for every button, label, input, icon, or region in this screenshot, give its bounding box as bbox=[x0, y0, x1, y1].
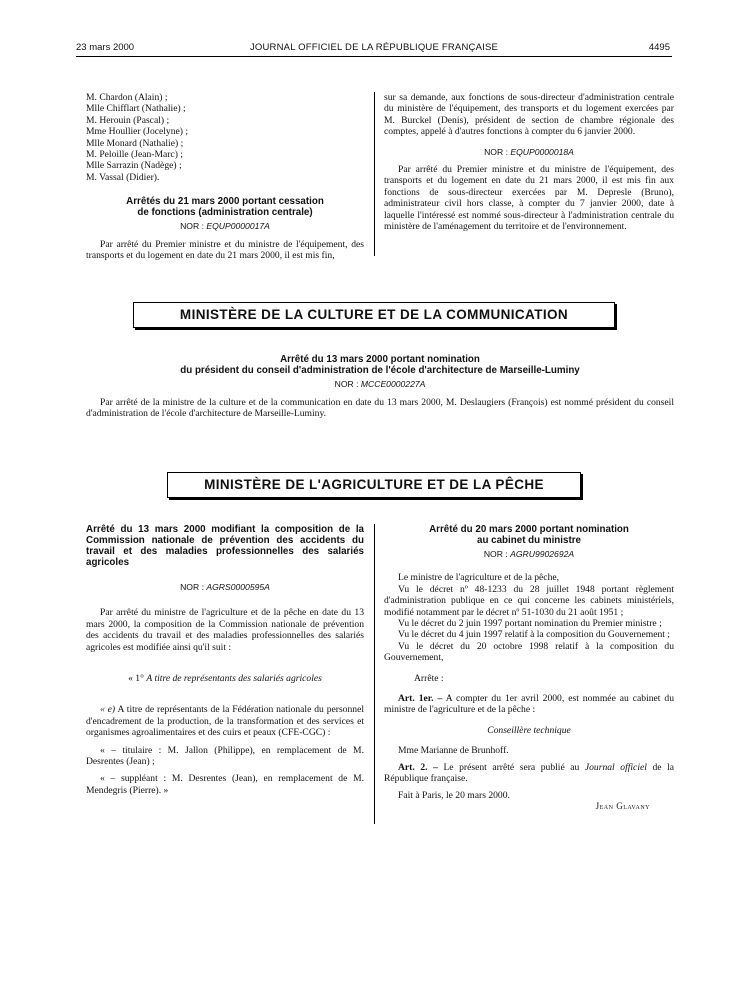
nor-code: EQUP0000018A bbox=[510, 146, 574, 157]
article-text: Le présent arrêté sera publié au bbox=[443, 761, 580, 773]
article-label: Art. 1er. – bbox=[398, 693, 443, 705]
decree-paragraph: Vu le décret du 4 juin 1997 relatif à la composition du Gouvernement ; bbox=[398, 629, 670, 641]
subheading-prefix: « 1° bbox=[128, 673, 144, 685]
nor-label: NOR : bbox=[180, 221, 204, 232]
list-item: « – titulaire : M. Jallon (Philippe), en remplacement de M. Desrentes (Jean) ; bbox=[86, 744, 364, 768]
decree-title-line: du président du conseil d'administration de l'école d'architecture de Marseille-Luminy bbox=[180, 365, 580, 376]
list-item: M. Peloille (Jean-Marc) ; bbox=[86, 149, 183, 161]
decree-title bbox=[86, 196, 364, 218]
journal-name: Journal officiel bbox=[584, 761, 647, 773]
nor-reference bbox=[86, 221, 364, 232]
subheading bbox=[86, 673, 364, 684]
decree-title bbox=[86, 354, 674, 376]
decree-title bbox=[384, 524, 674, 546]
column-divider bbox=[374, 92, 375, 256]
decree-paragraph: Par arrêté de la ministre de la culture et de la communication en date du 13 mars 2000, M. Deslaugiers (François) est nommé président du conseil d'administration de l'école d'architecture de Marseille-Luminy. bbox=[86, 397, 674, 420]
nor-reference bbox=[384, 549, 674, 560]
nor-label: NOR : bbox=[334, 379, 359, 389]
decree-paragraph: Par arrêté du Premier ministre et du ministre de l'équipement, des transports et du logement en date du 21 mars 2000, il est mis fin, bbox=[86, 238, 364, 262]
decree-title-line: Arrêté du 13 mars 2000 portant nomination bbox=[280, 354, 480, 365]
nor-code: AGRS0000595A bbox=[206, 582, 270, 592]
decree-title-line: au cabinet du ministre bbox=[477, 535, 581, 546]
paragraph-prefix: « e) bbox=[100, 704, 116, 716]
decree-paragraph: Vu le décret nº 48-1233 du 28 juillet 1948 portant règlement d'administration publique en ce qui concerne les cabinets ministériels, modifié notamment par le décret nº 51-1030 du 21 août 1951 ; bbox=[384, 583, 674, 618]
article-label: Art. 2. – bbox=[398, 761, 438, 773]
signing-place-date: Fait à Paris, le 20 mars 2000. bbox=[398, 789, 510, 801]
decree-paragraph: Par arrêté du Premier ministre et du ministre de l'équipement, des transports et du logement en date du 21 mars 2000, il est mis fin aux fonctions de sous-directeur exercées par M. Depresle (Bruno), administrateur civil hors classe, à compter du 7 janvier 2000, date à laquelle l'intéressé est nommé sous-directeur à l'administration centrale du ministère de l'aménagement du territoire et de l'environnement. bbox=[384, 164, 674, 233]
list-item: M. Herouin (Pascal) ; bbox=[86, 114, 170, 126]
article-2 bbox=[384, 762, 674, 785]
paragraph-text: A titre de représentants de la Fédération nationale du personnel d'encadrement de la production, de la transformation et des services et organismes agroalimentaires et des cuirs et peaux (CFE-CGC) : bbox=[86, 704, 364, 739]
nor-reference bbox=[86, 379, 674, 389]
decree-paragraph bbox=[86, 704, 364, 738]
nor-label: NOR : bbox=[483, 549, 508, 559]
article-text: A compter du 1er avril 2000, est nommée au cabinet du ministre de l'agriculture et de la pêche : bbox=[384, 693, 674, 716]
culture-decree bbox=[86, 354, 674, 420]
ministry-heading-culture: MINISTÈRE DE LA CULTURE ET DE LA COMMUNICATION bbox=[133, 302, 615, 328]
nor-label: NOR : bbox=[484, 146, 508, 157]
list-item: « – suppléant : M. Desrentes (Jean), en remplacement de M. Mendegris (Pierre). » bbox=[86, 773, 364, 796]
ministry-heading-agriculture: MINISTÈRE DE L'AGRICULTURE ET DE LA PÊCHE bbox=[167, 472, 581, 498]
appointee: Mme Marianne de Brunhoff. bbox=[398, 745, 509, 757]
article-text: de la République française. bbox=[384, 761, 675, 785]
nor-code: EQUP0000017A bbox=[206, 221, 270, 232]
decree-title-line: Arrêtés du 21 mars 2000 portant cessation bbox=[126, 196, 324, 208]
signature-name: Jean Glavany bbox=[595, 800, 650, 811]
page-number: 4495 bbox=[648, 42, 670, 53]
nor-reference bbox=[86, 582, 364, 593]
names-list bbox=[86, 92, 364, 183]
list-item: Mlle Monard (Nathalie) ; bbox=[86, 137, 184, 149]
header-rule bbox=[76, 56, 672, 57]
article-1 bbox=[384, 693, 674, 716]
arrete-label: Arrête : bbox=[414, 672, 444, 684]
decree-paragraph: sur sa demande, aux fonctions de sous-directeur d'administration centrale du ministère de l'équipement, des transports et du logement exercées par M. Burckel (Denis), président de section de chambre régionale des comptes, appelé à d'autres fonctions à compter du 6 janvier 2000. bbox=[384, 92, 674, 138]
nor-code: AGRU9902692A bbox=[510, 549, 575, 559]
agriculture-right-column bbox=[384, 524, 674, 812]
nor-label: NOR : bbox=[180, 582, 204, 592]
journal-title: JOURNAL OFFICIEL DE LA RÉPUBLIQUE FRANÇAISE bbox=[249, 42, 499, 53]
decree-paragraph: Par arrêté du ministre de l'agriculture et de la pêche en date du 13 mars 2000, la composition de la Commission nationale de prévention des accidents du travail et des maladies professionnelles des salariés agricoles est modifiée ainsi qu'il suit : bbox=[86, 607, 364, 653]
list-item: Mme Houllier (Jocelyne) ; bbox=[86, 126, 189, 138]
nor-code: MCCE0000227A bbox=[360, 379, 426, 389]
role-title: Conseillère technique bbox=[487, 724, 571, 736]
column-divider bbox=[374, 524, 375, 824]
decree-title: Arrêté du 13 mars 2000 modifiant la composition de la Commission nationale de prévention des accidents du travail et des maladies professionnelles des salariés agricoles bbox=[86, 524, 364, 568]
subheading-text: A titre de représentants des salariés agricoles bbox=[146, 673, 322, 685]
list-item: M. Chardon (Alain) ; bbox=[86, 92, 168, 103]
issue-date: 23 mars 2000 bbox=[76, 42, 135, 53]
section1-left-column bbox=[86, 92, 364, 261]
list-item: M. Vassal (Didier). bbox=[86, 171, 160, 183]
nor-reference bbox=[384, 147, 674, 158]
agriculture-left-column bbox=[86, 524, 364, 796]
decree-paragraph: Vu le décret du 2 juin 1997 portant nomination du Premier ministre ; bbox=[398, 618, 662, 630]
list-item: Mlle Chifflart (Nathalie) ; bbox=[86, 103, 186, 115]
decree-title-line: de fonctions (administration centrale) bbox=[137, 207, 313, 219]
list-item: Mlle Sarrazin (Nadège) ; bbox=[86, 160, 182, 172]
section1-right-column bbox=[384, 92, 674, 232]
decree-title-line: Arrêté du 20 mars 2000 portant nomination bbox=[429, 524, 629, 535]
decree-paragraph: Le ministre de l'agriculture et de la pêche, bbox=[398, 572, 560, 584]
decree-paragraph: Vu le décret du 20 octobre 1998 relatif à la composition du Gouvernement, bbox=[384, 640, 674, 664]
